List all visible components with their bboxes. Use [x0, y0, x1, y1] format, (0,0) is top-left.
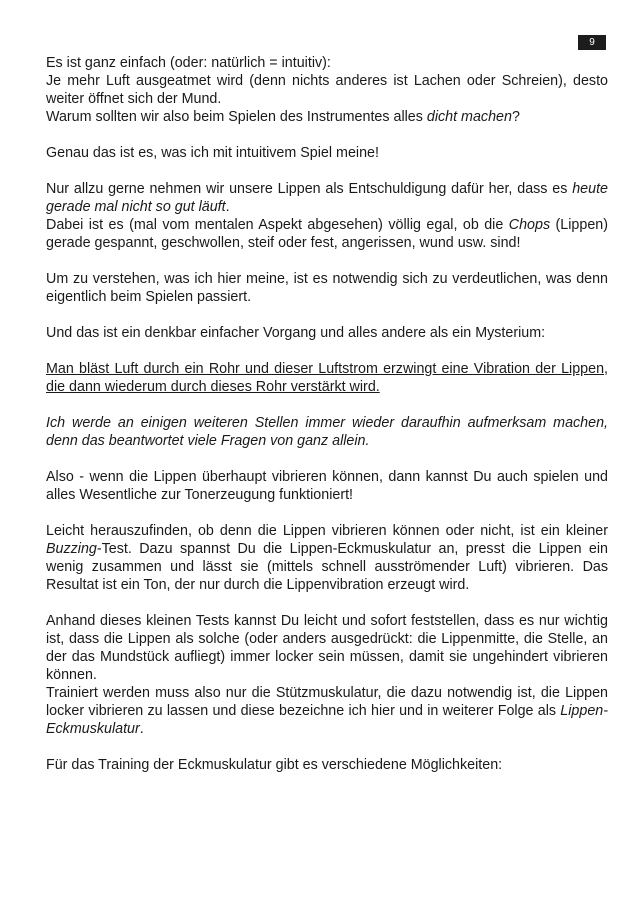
text-line: .: [139, 721, 144, 737]
text-line: Je mehr Luft ausgeatmet wird (denn nichts anderes ist Lachen oder Schreien), desto weiter öffnet sich der Mund.: [46, 73, 608, 107]
text-line: Nur allzu gerne nehmen wir unsere Lippen als Entschuldigung dafür her, dass es: [46, 181, 573, 197]
emphasis: Chops: [508, 217, 551, 233]
text-line: -Test. Dazu spannst Du die Lippen-Eckmuskulatur an, presst die Lippen ein wenig zusammen und lässt sie (mittels schnell ausströmender Luft) vibrieren. Das Resultat ist ein Ton, der nur durch die Lippenvibration erzeugt wird.: [46, 541, 608, 593]
text-line: ?: [511, 109, 520, 125]
text-line: (Lippen) gerade gespannt, geschwollen, steif oder fest, angerissen, wund usw. sind!: [46, 217, 608, 251]
text-line: .: [225, 199, 230, 215]
paragraph-lips-excuse: [46, 180, 608, 252]
text-line: Leicht herauszufinden, ob denn die Lippen vibrieren können oder nicht, ist ein kleiner: [46, 523, 608, 539]
text-line: Trainiert werden muss also nur die Stützmuskulatur, die dazu notwendig ist, die Lippen locker vibrieren zu lassen und diese bezeichne ich hier und in weiterer Folge als: [46, 685, 608, 719]
page-number: 9: [578, 35, 606, 50]
paragraph-key-statement: Man bläst Luft durch ein Rohr und dieser Luftstrom erzwingt eine Vibration der Lippen, die dann wiederum durch dieses Rohr verstärkt wird.: [46, 361, 608, 395]
emphasis: Lippen-Eckmuskulatur: [46, 703, 608, 737]
paragraph-vibration: Also - wenn die Lippen überhaupt vibrieren können, dann kannst Du auch spielen und alles Wesentliche zur Tonerzeugung funktioniert!: [46, 469, 608, 503]
paragraph-buzzing: [46, 522, 608, 594]
text-line: Warum sollten wir also beim Spielen des Instrumentes alles: [46, 109, 427, 125]
emphasis: heute gerade mal nicht so gut läuft: [46, 181, 608, 215]
emphasis: Buzzing: [46, 541, 97, 557]
paragraph-test-result: [46, 612, 608, 738]
paragraph-understand: Um zu verstehen, was ich hier meine, ist es notwendig sich zu verdeutlichen, was denn eigentlich beim Spielen passiert.: [46, 271, 608, 305]
text-line: Dabei ist es (mal vom mentalen Aspekt abgesehen) völlig egal, ob die: [46, 217, 509, 233]
paragraph-italic-note: Ich werde an einigen weiteren Stellen immer wieder daraufhin aufmerksam machen, denn das beantwortet viele Fragen von ganz allein.: [46, 415, 608, 449]
paragraph-process: Und das ist ein denkbar einfacher Vorgang und alles andere als ein Mysterium:: [46, 325, 546, 341]
emphasis: dicht machen: [426, 109, 512, 125]
text-line: Es ist ganz einfach (oder: natürlich = intuitiv):: [46, 55, 331, 71]
page-body: [46, 54, 608, 792]
paragraph-training: Für das Training der Eckmuskulatur gibt es verschiedene Möglichkeiten:: [46, 757, 503, 773]
text-line: Anhand dieses kleinen Tests kannst Du leicht und sofort feststellen, dass es nur wichtig ist, dass die Lippen als solche (oder anders ausgedrückt: die Lippenmitte, die Stelle, an der das Mundstück aufliegt) immer locker sein müssen, damit sie ungehindert vibrieren können.: [46, 613, 608, 683]
paragraph-intro: [46, 54, 608, 126]
paragraph-intuitive: Genau das ist es, was ich mit intuitivem Spiel meine!: [46, 145, 379, 161]
